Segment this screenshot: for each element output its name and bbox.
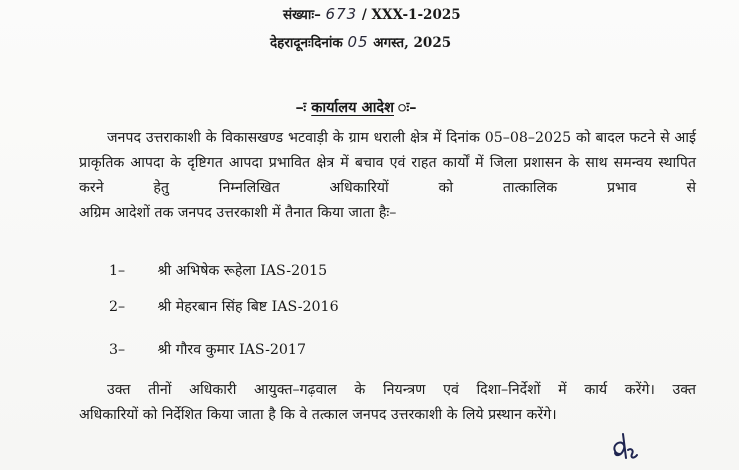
officer-name: श्री अभिषेक रूहेला IAS-2015	[157, 263, 328, 279]
order-number-prefix: संख्याः–	[283, 7, 321, 23]
officer-name: श्री मेहरबान सिंह बिष्ट IAS-2016	[157, 299, 339, 315]
order-number-suffix: / XXX-1-2025	[361, 7, 461, 23]
order-number-handwritten: 673	[325, 5, 358, 23]
order-number	[283, 5, 461, 23]
officer-number: 3–	[109, 342, 126, 358]
paragraph-instructions-text: उक्त तीनों अधिकारी आयुक्त–गढ़वाल के नियन्त्रण एवं दिशा–निर्देशों में कार्य करेंगे। उक्त	[107, 382, 696, 398]
order-date-prefix: देहरादूनःदिनांक	[270, 35, 343, 51]
officer-item	[109, 297, 339, 316]
order-title-right-mark: ः–	[409, 99, 417, 116]
order-title	[296, 97, 417, 117]
paragraph-instructions-last-line: अधिकारियों को निर्देशित किया जाता है कि वे तत्काल जनपद उत्तरकाशी के लिये प्रस्थान करेंगे।	[79, 407, 557, 423]
paragraph-instructions	[79, 378, 696, 403]
paragraph-deployment-last-line: अग्रिम आदेशों तक जनपद उत्तरकाशी में तैनात किया जाता हैः–	[79, 205, 397, 221]
paragraph-deployment-text: जनपद उत्तराकाशी के विकासखण्ड भटवाड़ी के ग्राम धराली क्षेत्र में दिनांक 05–08–2025 को बादल फटने से आई प्राकृतिक आपदा के दृष्टिगत आपदा प्रभावित क्षेत्र में बचाव एवं राहत कार्यों में जिला प्रशासन के साथ समन्वय स्थापित करने हेतु निम्नलिखित अधिकारियों को तात्कालिक प्रभाव से	[79, 130, 696, 196]
paragraph-deployment	[79, 126, 696, 201]
officer-name: श्री गौरव कुमार IAS-2017	[157, 342, 306, 358]
order-date-handwritten: 05	[347, 33, 369, 51]
order-title-text: कार्यालय आदेश	[311, 99, 394, 116]
officer-item	[109, 340, 306, 359]
officer-item	[109, 261, 327, 280]
handwritten-signature	[606, 424, 646, 464]
signature-stroke	[614, 434, 637, 458]
officer-number: 2–	[109, 299, 126, 315]
officer-number: 1–	[109, 263, 126, 279]
order-date	[270, 33, 451, 51]
order-date-suffix: अगस्त, 2025	[373, 35, 452, 51]
order-title-left-mark: –ः	[296, 99, 307, 116]
